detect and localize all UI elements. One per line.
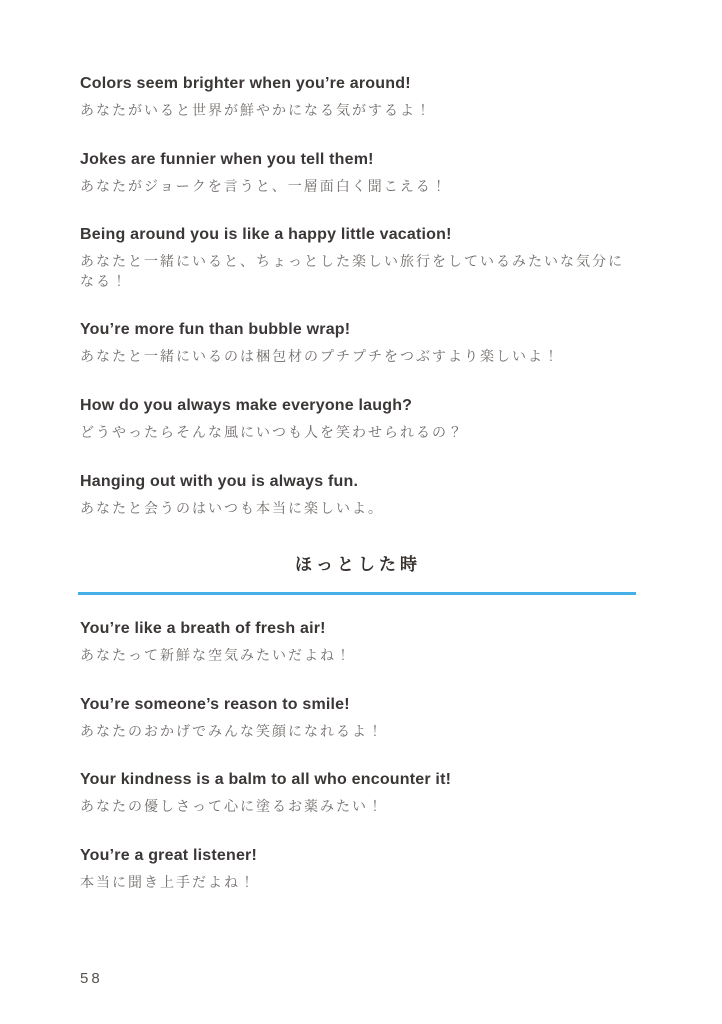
phrase-english: You’re a great listener! <box>80 846 258 864</box>
phrase-english: How do you always make everyone laugh? <box>80 396 413 414</box>
section-divider-line <box>78 592 636 595</box>
phrase-entry <box>80 320 636 367</box>
phrase-entry <box>80 846 636 893</box>
phrase-english: You’re more fun than bubble wrap! <box>80 321 351 339</box>
phrase-entry <box>80 770 636 817</box>
phrase-entry <box>80 396 636 443</box>
phrase-japanese: あなたと会うのはいつも本当に楽しいよ。 <box>80 499 384 516</box>
phrase-entry <box>80 695 636 742</box>
phrase-japanese: あなたと一緒にいると、ちょっとした楽しい旅行をしているみたいな気分になる！ <box>80 253 624 289</box>
phrase-japanese: 本当に聞き上手だよね！ <box>80 873 256 890</box>
phrase-entry <box>80 619 636 666</box>
phrase-japanese: あなたの優しさって心に塗るお薬みたい！ <box>80 798 384 815</box>
phrase-english: You’re someone’s reason to smile! <box>80 695 350 713</box>
phrase-section-1 <box>80 74 636 518</box>
phrase-english: Your kindness is a balm to all who encounter it! <box>80 771 452 789</box>
phrase-japanese: あなたがジョークを言うと、一層面白く聞こえる！ <box>80 177 448 194</box>
phrase-japanese: あなたって新鮮な空気みたいだよね！ <box>80 647 352 664</box>
phrase-english: Being around you is like a happy little vacation! <box>80 226 452 244</box>
phrase-english: Hanging out with you is always fun. <box>80 472 359 490</box>
phrase-english: You’re like a breath of fresh air! <box>80 620 326 638</box>
phrase-entry <box>80 225 636 291</box>
page-number: 58 <box>80 970 103 987</box>
section-header <box>80 552 636 595</box>
phrase-english: Colors seem brighter when you’re around! <box>80 75 411 92</box>
phrase-entry <box>80 150 636 197</box>
section-title: ほっとした時 <box>295 555 421 575</box>
phrase-section-2 <box>80 619 636 892</box>
phrase-entry <box>80 74 636 121</box>
phrase-japanese: あなたと一緒にいるのは梱包材のプチプチをつぶすより楽しいよ！ <box>80 348 560 365</box>
phrase-japanese: どうやったらそんな風にいつも人を笑わせられるの？ <box>80 423 464 440</box>
phrase-entry <box>80 472 636 519</box>
phrase-japanese: あなたのおかげでみんな笑顔になれるよ！ <box>80 722 384 739</box>
phrase-japanese: あなたがいると世界が鮮やかになる気がするよ！ <box>80 102 432 118</box>
phrase-english: Jokes are funnier when you tell them! <box>80 150 374 168</box>
